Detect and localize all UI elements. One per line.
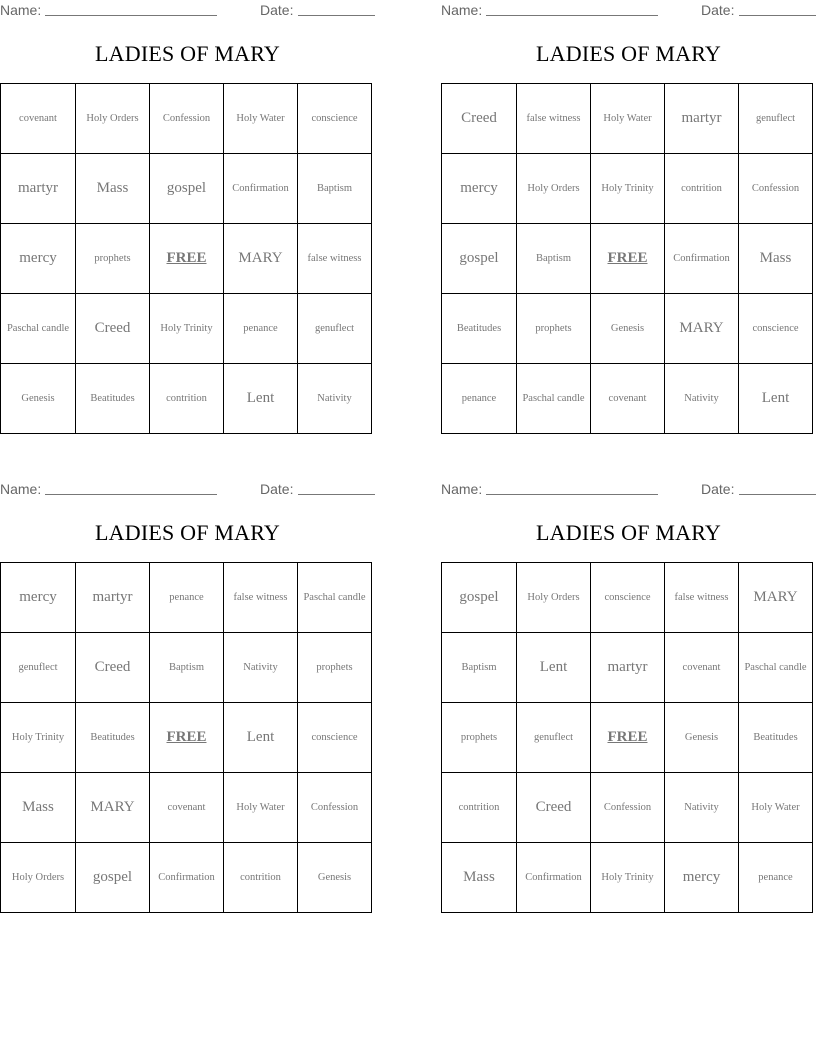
name-date-row xyxy=(0,2,375,20)
bingo-cell[interactable]: contrition xyxy=(150,364,224,434)
bingo-cell[interactable]: Baptism xyxy=(442,633,517,703)
bingo-cell[interactable]: Mass xyxy=(442,843,517,913)
bingo-cell[interactable]: Confirmation xyxy=(517,843,591,913)
bingo-cell[interactable]: Genesis xyxy=(1,364,76,434)
date-label: Date: xyxy=(701,2,735,18)
name-blank-line[interactable] xyxy=(486,494,658,495)
grid-row xyxy=(1,633,372,703)
grid-row xyxy=(442,703,813,773)
bingo-cell[interactable]: genuflect xyxy=(517,703,591,773)
free-space-cell[interactable]: FREE xyxy=(150,703,224,773)
bingo-cell[interactable]: gospel xyxy=(76,843,150,913)
grid-row xyxy=(1,224,372,294)
bingo-cell[interactable]: Creed xyxy=(76,294,150,364)
name-blank-line[interactable] xyxy=(486,15,658,16)
bingo-cell[interactable]: prophets xyxy=(517,294,591,364)
bingo-cell[interactable]: Lent xyxy=(739,364,813,434)
name-date-row xyxy=(441,481,816,499)
bingo-cell[interactable]: Baptism xyxy=(150,633,224,703)
date-label: Date: xyxy=(260,481,294,497)
grid-row xyxy=(1,294,372,364)
bingo-cell[interactable]: conscience xyxy=(591,563,665,633)
grid-row xyxy=(442,84,813,154)
card-title: LADIES OF MARY xyxy=(536,520,721,545)
bingo-cell[interactable]: Confession xyxy=(739,154,813,224)
bingo-cell[interactable]: Genesis xyxy=(591,294,665,364)
grid-row xyxy=(442,364,813,434)
name-blank-line[interactable] xyxy=(45,494,217,495)
grid-row xyxy=(1,773,372,843)
bingo-cell[interactable]: Nativity xyxy=(665,364,739,434)
bingo-cell[interactable]: penance xyxy=(224,294,298,364)
grid-row xyxy=(442,294,813,364)
bingo-cell[interactable]: Creed xyxy=(76,633,150,703)
grid-row xyxy=(442,633,813,703)
bingo-cell[interactable]: contrition xyxy=(224,843,298,913)
bingo-cell[interactable]: covenant xyxy=(150,773,224,843)
bingo-cell[interactable]: gospel xyxy=(150,154,224,224)
grid-row xyxy=(442,224,813,294)
card-title: LADIES OF MARY xyxy=(95,520,280,545)
bingo-cell[interactable]: Holy Water xyxy=(591,84,665,154)
name-label: Name: xyxy=(441,481,483,497)
bingo-cell[interactable]: Confirmation xyxy=(665,224,739,294)
bingo-cell[interactable]: MARY xyxy=(739,563,813,633)
bingo-cell[interactable]: Holy Orders xyxy=(517,563,591,633)
free-space-cell[interactable]: FREE xyxy=(591,224,665,294)
grid-row xyxy=(442,563,813,633)
bingo-cell[interactable]: mercy xyxy=(1,224,76,294)
grid-row xyxy=(1,84,372,154)
bingo-cell[interactable]: false witness xyxy=(665,563,739,633)
bingo-cell[interactable]: Holy Orders xyxy=(1,843,76,913)
bingo-cell[interactable]: Holy Trinity xyxy=(591,843,665,913)
bingo-cell[interactable]: Holy Trinity xyxy=(1,703,76,773)
bingo-cell[interactable]: martyr xyxy=(591,633,665,703)
name-date-row xyxy=(441,2,816,20)
bingo-cell[interactable]: Lent xyxy=(517,633,591,703)
grid-row xyxy=(1,843,372,913)
bingo-cell[interactable]: Holy Orders xyxy=(76,84,150,154)
bingo-cell[interactable]: gospel xyxy=(442,563,517,633)
bingo-cell[interactable]: covenant xyxy=(1,84,76,154)
bingo-cell[interactable]: MARY xyxy=(665,294,739,364)
date-label: Date: xyxy=(260,2,294,18)
bingo-cell[interactable]: Baptism xyxy=(517,224,591,294)
bingo-grid xyxy=(0,83,372,434)
bingo-grid xyxy=(441,562,813,913)
bingo-cell[interactable]: Confirmation xyxy=(224,154,298,224)
bingo-cell[interactable]: covenant xyxy=(591,364,665,434)
bingo-cell[interactable]: genuflect xyxy=(1,633,76,703)
card-title: LADIES OF MARY xyxy=(536,41,721,66)
bingo-cell[interactable]: Genesis xyxy=(665,703,739,773)
bingo-cell[interactable]: Lent xyxy=(224,364,298,434)
bingo-cell[interactable]: Beatitudes xyxy=(76,703,150,773)
bingo-cell[interactable]: Mass xyxy=(76,154,150,224)
bingo-cell[interactable]: mercy xyxy=(442,154,517,224)
bingo-cell[interactable]: mercy xyxy=(1,563,76,633)
card-title: LADIES OF MARY xyxy=(95,41,280,66)
bingo-cell[interactable]: conscience xyxy=(298,703,372,773)
bingo-cell[interactable]: prophets xyxy=(76,224,150,294)
bingo-cell[interactable]: Paschal candle xyxy=(298,563,372,633)
bingo-cell[interactable]: false witness xyxy=(224,563,298,633)
bingo-cell[interactable]: penance xyxy=(150,563,224,633)
bingo-cell[interactable]: penance xyxy=(442,364,517,434)
bingo-cell[interactable]: contrition xyxy=(442,773,517,843)
bingo-cell[interactable]: Confession xyxy=(150,84,224,154)
grid-row xyxy=(442,773,813,843)
bingo-cell[interactable]: Mass xyxy=(1,773,76,843)
bingo-cell[interactable]: martyr xyxy=(76,563,150,633)
bingo-cell[interactable]: false witness xyxy=(517,84,591,154)
bingo-cell[interactable]: covenant xyxy=(665,633,739,703)
bingo-cell[interactable]: MARY xyxy=(224,224,298,294)
bingo-cell[interactable]: MARY xyxy=(76,773,150,843)
bingo-cell[interactable]: contrition xyxy=(665,154,739,224)
bingo-cell[interactable]: Mass xyxy=(739,224,813,294)
bingo-cell[interactable]: Creed xyxy=(442,84,517,154)
bingo-cell[interactable]: Paschal candle xyxy=(739,633,813,703)
bingo-cell[interactable]: martyr xyxy=(665,84,739,154)
name-label: Name: xyxy=(0,2,42,18)
grid-row xyxy=(1,703,372,773)
bingo-cell[interactable]: Nativity xyxy=(298,364,372,434)
grid-row xyxy=(442,843,813,913)
bingo-cell[interactable]: Nativity xyxy=(224,633,298,703)
date-label: Date: xyxy=(701,481,735,497)
bingo-cell[interactable]: Creed xyxy=(517,773,591,843)
bingo-cell[interactable]: Holy Orders xyxy=(517,154,591,224)
bingo-cell[interactable]: gospel xyxy=(442,224,517,294)
bingo-cell[interactable]: Beatitudes xyxy=(76,364,150,434)
date-blank-line[interactable] xyxy=(298,494,375,495)
free-space-cell[interactable]: FREE xyxy=(591,703,665,773)
bingo-cell[interactable]: penance xyxy=(739,843,813,913)
date-blank-line[interactable] xyxy=(739,494,816,495)
bingo-cell[interactable]: martyr xyxy=(1,154,76,224)
bingo-cell[interactable]: Beatitudes xyxy=(442,294,517,364)
date-blank-line[interactable] xyxy=(298,15,375,16)
bingo-cell[interactable]: Lent xyxy=(224,703,298,773)
name-date-row xyxy=(0,481,375,499)
bingo-cell[interactable]: Confirmation xyxy=(150,843,224,913)
bingo-cell[interactable]: Holy Water xyxy=(224,773,298,843)
bingo-cell[interactable]: Beatitudes xyxy=(739,703,813,773)
grid-row xyxy=(1,563,372,633)
bingo-cell[interactable]: prophets xyxy=(298,633,372,703)
bingo-cell[interactable]: false witness xyxy=(298,224,372,294)
free-space-cell[interactable]: FREE xyxy=(150,224,224,294)
bingo-cell[interactable]: conscience xyxy=(739,294,813,364)
bingo-cell[interactable]: prophets xyxy=(442,703,517,773)
bingo-grid xyxy=(441,83,813,434)
bingo-cell[interactable]: mercy xyxy=(665,843,739,913)
grid-row xyxy=(1,154,372,224)
date-blank-line[interactable] xyxy=(739,15,816,16)
bingo-cell[interactable]: Paschal candle xyxy=(1,294,76,364)
bingo-cell[interactable]: Holy Trinity xyxy=(591,154,665,224)
bingo-cell[interactable]: Holy Water xyxy=(224,84,298,154)
bingo-cell[interactable]: Nativity xyxy=(665,773,739,843)
bingo-cell[interactable]: Confession xyxy=(591,773,665,843)
bingo-cell[interactable]: Genesis xyxy=(298,843,372,913)
bingo-cell[interactable]: genuflect xyxy=(739,84,813,154)
bingo-cell[interactable]: conscience xyxy=(298,84,372,154)
name-label: Name: xyxy=(441,2,483,18)
name-blank-line[interactable] xyxy=(45,15,217,16)
name-label: Name: xyxy=(0,481,42,497)
bingo-cell[interactable]: Paschal candle xyxy=(517,364,591,434)
bingo-cell[interactable]: Confession xyxy=(298,773,372,843)
bingo-cell[interactable]: Baptism xyxy=(298,154,372,224)
bingo-grid xyxy=(0,562,372,913)
bingo-cell[interactable]: Holy Water xyxy=(739,773,813,843)
grid-row xyxy=(1,364,372,434)
bingo-cell[interactable]: genuflect xyxy=(298,294,372,364)
grid-row xyxy=(442,154,813,224)
bingo-cell[interactable]: Holy Trinity xyxy=(150,294,224,364)
